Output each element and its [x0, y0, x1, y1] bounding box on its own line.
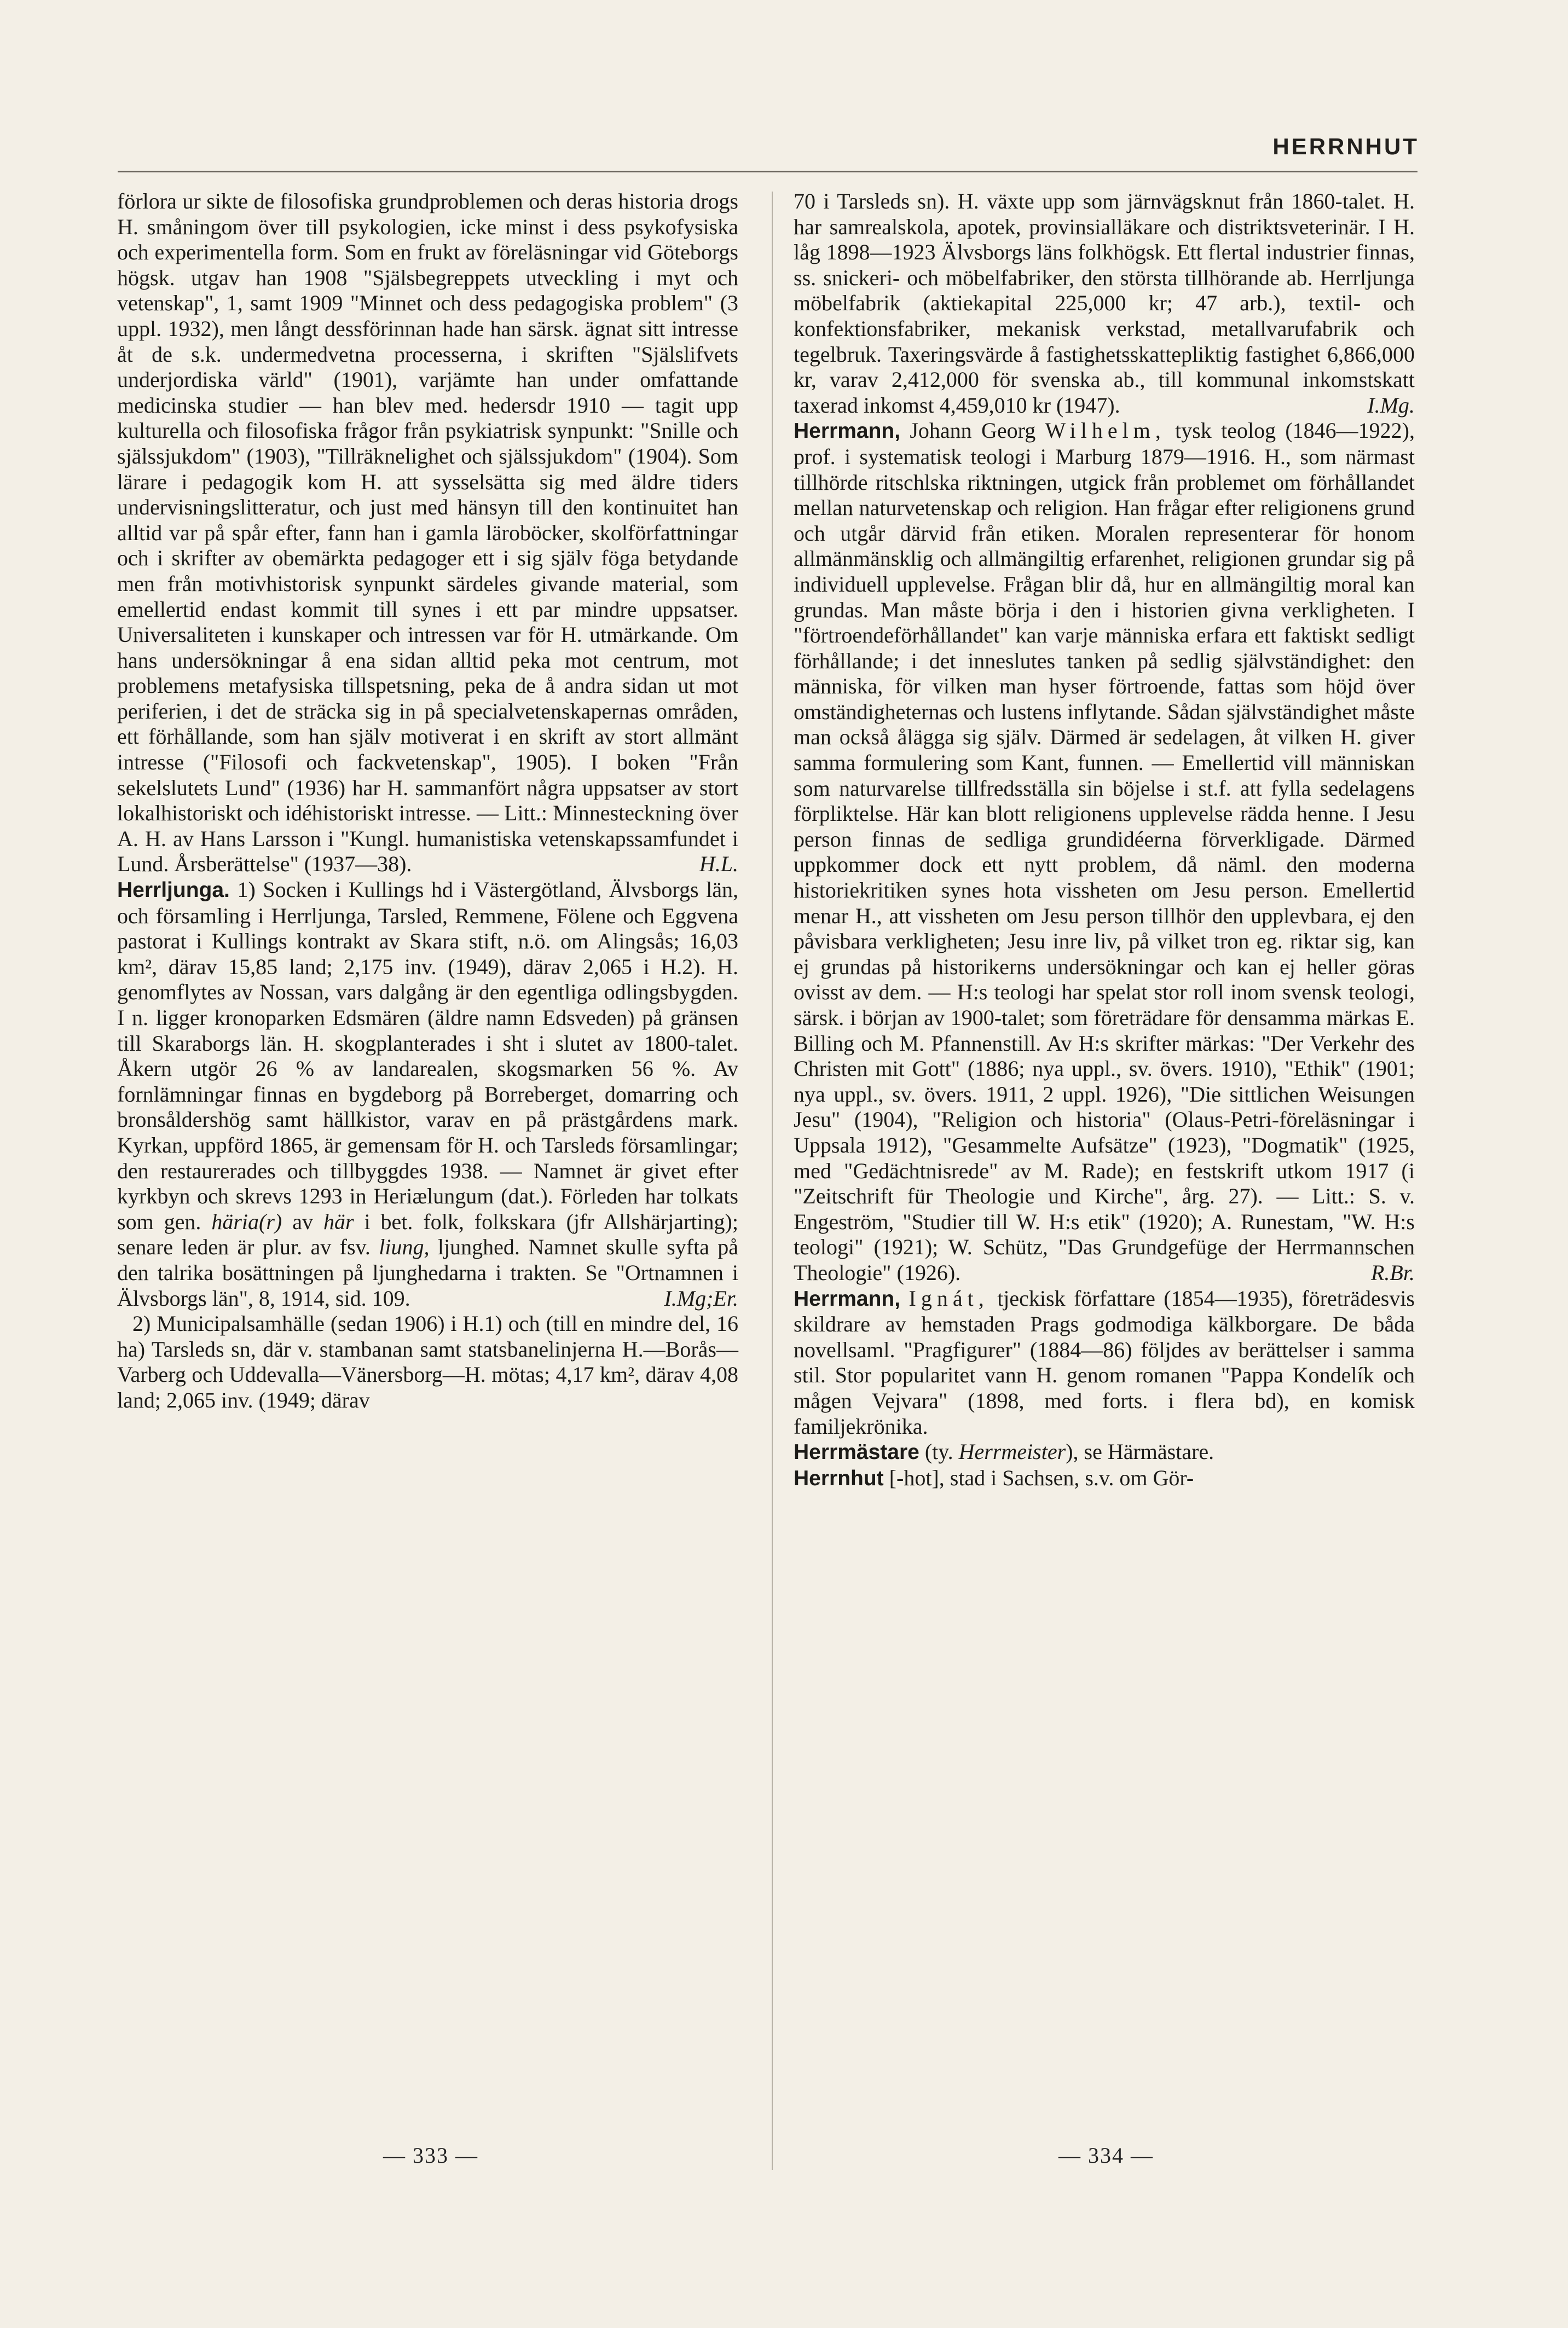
running-head: HERRNHUT [1272, 134, 1419, 159]
entry-text: (ty. [919, 1439, 959, 1464]
italic-term: liung, [379, 1235, 430, 1260]
entry-herrljunga [117, 877, 738, 1311]
entry-text: 1) Socken i Kullings hd i Västergötland, Älvsborgs län, och församling i Herrljunga, Tarsled, Remmene, Fölene och Eggvena pastorat i Kullings kontrakt av Skara stift, n.ö. om Alingsås; 16,03 km², därav 15,85 land; 2,175 inv. (1949), därav 2,065 i H.2). H. genomflytes av Nossan, vars dalgång är den egentliga odlingsbygden. I n. ligger kronoparken Edsmären (äldre namn Edsveden) på gränsen till Skaraborgs län. H. skogplanterades i sht i slutet av 1800-talet. Åkern utgör 26 % av landarealen, skogsmarken 56 %. Av fornlämningar finnas en bygdeborg på Borreberget, domarring och bronsåldershög samt hällkistor, varav en på prästgårdens mark. Kyrkan, uppförd 1865, är gemensam för H. och Tarsleds församlingar; den restaurerades och tillbyggdes 1938. — Namnet är givet efter kyrkbyn och skrevs 1293 in Heriælungum (dat.). Förleden har tolkats som gen. [117, 877, 738, 1234]
entry-text: ), se Härmästare. [1066, 1439, 1214, 1464]
spaced-name: Wilhelm, [1045, 418, 1166, 443]
entry-herrljunga-2 [117, 1311, 738, 1413]
right-column [794, 189, 1415, 1491]
headword: Herrmann, [794, 1287, 901, 1311]
spaced-name: Ignát, [909, 1285, 989, 1311]
headword: Herrmann, [794, 419, 901, 443]
entry-herrljunga-continued [794, 189, 1415, 418]
entry-text: tjeckisk författare (1854—1935), företrädesvis skildrare av hemstaden Prags godmodiga kälkborgare. De båda novellsaml. "Pragfigurer" (1884—86) följdes av berättelser i samma stil. Stor popularitet vann H. genom romanen "Pappa Kondelík och mågen Vejvara" (1898, med forts. i flera bd), en komisk familjekrönika. [794, 1285, 1415, 1439]
italic-term: häria(r) [211, 1209, 282, 1234]
author-signature: I.Mg;Er. [664, 1285, 738, 1311]
author-signature: R.Br. [1371, 1260, 1415, 1285]
page-number-left: — 333 — [383, 2143, 478, 2168]
headword: Herrmästare [794, 1440, 919, 1464]
left-column [117, 189, 738, 1414]
entry-continuation [117, 189, 738, 877]
entry-text: 2) Municipalsamhälle (sedan 1906) i H.1) och (till en mindre del, 16 ha) Tarsleds sn, där v. stambanan samt statsbanelinjerna H.—Borås—Varberg och Uddevalla—Vänersborg—H. mötas; 4,17 km², därav 4,08 land; 2,065 inv. (1949; därav [117, 1311, 738, 1412]
entry-text: [-hot], stad i Sachsen, s.v. om Gör- [883, 1465, 1194, 1490]
headword: Herrnhut [794, 1466, 884, 1490]
italic-term: Herrmeister [958, 1439, 1066, 1464]
entry-text: i bet. folk, folkskara (jfr Allshärjarting); senare leden är plur. av fsv. [117, 1209, 738, 1260]
entry-text: tysk teolog (1846—1922), prof. i systematisk teologi i Marburg 1879—1916. H., som närmast tillhörde ritschlska riktningen, utgick från problemet om förhållandet mellan naturvetenskap och religion. Han frågar efter religionens grund och utgår därvid från etiken. Moralen representerar för honom allmänmänsklig och allmängiltig erfarenhet, religionen grundar sig på individuell upplevelse. Frågan blir då, hur en allmängiltig moral kan grundas. Man måste börja i den i historien givna verkligheten. I "förtroendeförhållandet" kan varje människa erfara ett faktiskt sedligt förhållande; i det inneslutes tanken på sedlig självständighet: den människa, för vilken man hyser förtroende, fattas som höjd över omständigheternas och lustens inflytande. Sådan självständighet måste man också ålägga sig själv. Därmed är sedelagen, åt vilken H. giver samma formulering som Kant, funnen. — Emellertid vill människan som naturvarelse tillfredsställa sin böjelse i st.f. att fylla sedelagens förpliktelse. Här kan blott religionens upplevelse rädda henne. I Jesu person finnas de sedliga grundidéerna förverkligade. Därmed uppkommer dock ett nytt problem, då näml. den moderna historiekritiken synes hota vissheten om Jesu person. Emellertid menar H., att vissheten om Jesu person tillhör den upplevbara, ej den påvisbara verkligheten; Jesu inre liv, på vilket tron eg. riktar sig, kan ej grundas på historikerns undersökningar och kan ej heller göras ovisst av dem. — H:s teologi har spelat stor roll inom svensk teologi, särsk. i början av 1900-talet; som företrädare för densamma märkas E. Billing och M. Pfannenstill. Av H:s skrifter märkas: "Der Verkehr des Christen mit Gott" (1886; nya uppl., sv. övers. 1910), "Ethik" (1901; nya uppl., sv. övers. 1911, 2 uppl. 1926), "Die sittlichen Weisungen Jesu" (1904), "Religion och historia" (Olaus-Petri-föreläsningar i Uppsala 1912), "Gesammelte Aufsätze" (1923), "Dogmatik" (1925, med "Gedächtnisrede" av M. Rade); en festskrift utkom 1917 (i "Zeitschrift für Theologie und Kirche", årg. 27). — Litt.: S. v. Engeström, "Studier till W. H:s etik" (1920); A. Runestam, "W. H:s teologi" (1921); W. Schütz, "Das Grundgefüge der Herrmannschen Theologie" (1926). [794, 418, 1415, 1285]
entry-herrmann-ignat [794, 1286, 1415, 1440]
entry-herrmann-wilhelm [794, 418, 1415, 1285]
entry-text: ljunghed. Namnet skulle syfta på den talrika bosättningen på ljunghedarna i trakten. Se "Ortnamnen i Älvsborgs län", 8, 1914, sid. 109. [117, 1235, 738, 1311]
column-divider [772, 192, 773, 2170]
entry-herrmastare [794, 1439, 1415, 1466]
italic-term: här [323, 1209, 354, 1234]
author-signature: H.L. [699, 852, 738, 877]
entry-herrnhut [794, 1466, 1415, 1492]
entry-text: Johann Georg [900, 418, 1045, 443]
page-number-right: — 334 — [1058, 2143, 1154, 2168]
entry-text: av [282, 1209, 323, 1234]
entry-text: 70 i Tarsleds sn). H. växte upp som järnvägsknut från 1860-talet. H. har samrealskola, apotek, provinsialläkare och distriktsveterinär. I H. låg 1898—1923 Älvsborgs läns folkhögsk. Ett flertal industrier finnas, ss. snickeri- och möbelfabriker, den största tillhörande ab. Herrljunga möbelfabrik (aktiekapital 225,000 kr; 47 arb.), textil- och konfektionsfabriker, mekanisk verkstad, metallvarufabrik och tegelbruk. Taxeringsvärde å fastighetsskattepliktig fastighet 6,866,000 kr, varav 2,412,000 för svenska ab., till kommunal inkomstskatt taxerad inkomst 4,459,010 kr (1947). [794, 189, 1415, 418]
header-rule [118, 171, 1417, 172]
headword: Herrljunga. [117, 878, 230, 902]
author-signature: I.Mg. [1367, 392, 1415, 418]
entry-text: förlora ur sikte de filosofiska grundproblemen och deras historia drogs H. småningom över till psykologien, icke minst i dess psykofysiska och experimentella form. Som en frukt av föreläsningar vid Göteborgs högsk. utgav han 1908 "Själsbegreppets utveckling i myt och vetenskap", 1, samt 1909 "Minnet och dess pedagogiska problem" (3 uppl. 1932), men långt dessförinnan hade han särsk. ägnat sitt intresse åt de s.k. undermedvetna processerna, i skriften "Själslifvets underjordiska värld" (1901), varjämte han under omfattande medicinska studier — han blev med. hedersdr 1910 — tagit upp kulturella och filosofiska frågor från psykiatrisk synpunkt: "Snille och själssjukdom" (1903), "Tillräknelighet och själssjukdom" (1904). Som lärare i pedagogik kom H. att sysselsätta sig med äldre tiders undervisningslitteratur, och just med hänsyn till den kontinuitet han alltid var på spår efter, fann han i gamla läroböcker, skolförfattningar och i skrifter av obemärkta pedagoger ett i sig själv föga betydande men från motivhistorisk synpunkt särdeles givande material, som emellertid endast kommit till synes i ett par mindre uppsatser. Universaliteten i kunskaper och intressen var för H. utmärkande. Om hans undersökningar å ena sidan alltid peka mot centrum, mot problemens metafysiska tillspetsning, peka de å andra sidan ut mot periferien, i det de sträcka sig in på specialvetenskapernas områden, ett förhållande, som han själv motiverat i en skrift av stort allmänt intresse ("Filosofi och fackvetenskap", 1905). I boken "Från sekelslutets Lund" (1936) har H. sammanfört några uppsatser av stort lokalhistoriskt och idéhistoriskt intresse. — Litt.: Minnesteckning över A. H. av Hans Larsson i "Kungl. humanistiska vetenskapssamfundet i Lund. Årsberättelse" (1937—38). [117, 189, 738, 877]
